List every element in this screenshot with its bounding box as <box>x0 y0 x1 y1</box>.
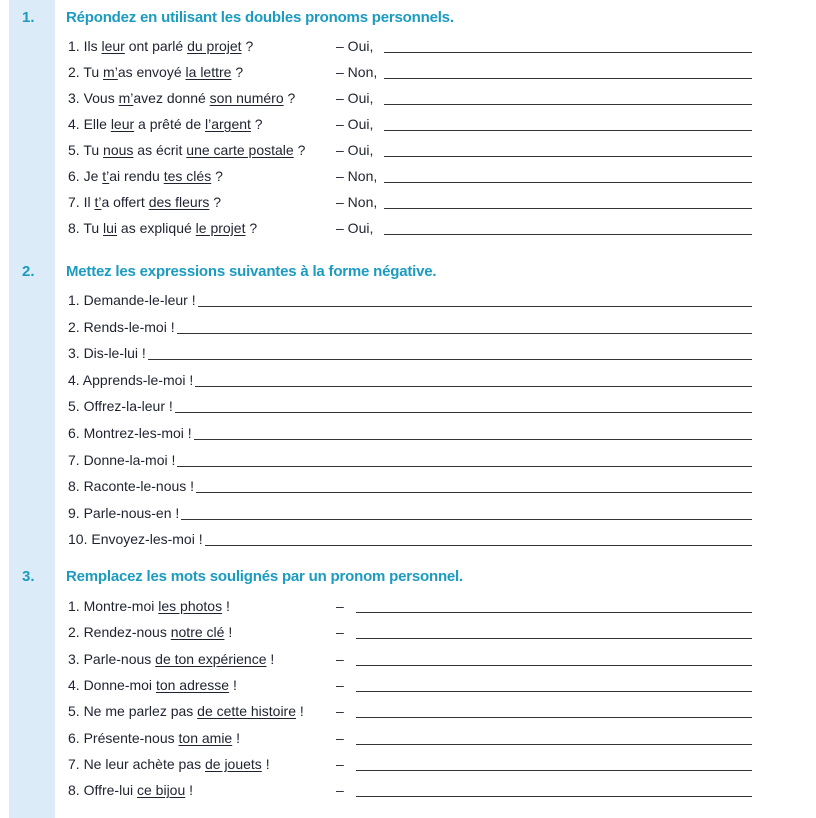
response-prefix: – Oui, <box>336 142 374 158</box>
prompt-text: 5. Ne me parlez pas <box>68 703 198 720</box>
item-prompt <box>68 728 240 748</box>
response-prefix: – <box>336 676 344 693</box>
answer-line[interactable] <box>175 412 752 413</box>
underlined-word: leur <box>101 38 125 54</box>
answer-line[interactable] <box>384 52 752 53</box>
exercise-item <box>68 114 768 134</box>
prompt-text: ? <box>231 64 244 80</box>
exercise-item <box>68 343 768 363</box>
underlined-word: lui <box>103 220 118 236</box>
prompt-text: 4. Apprends-le-moi ! <box>68 371 194 388</box>
item-prompt <box>68 396 173 416</box>
underlined-word: l’argent <box>205 116 251 132</box>
underlined-word: t’ <box>102 168 110 184</box>
prompt-text: ? <box>211 168 223 184</box>
prompt-text: as expliqué <box>117 220 196 236</box>
prompt-text: 4. Elle <box>68 116 111 132</box>
prompt-text: 8. Offre-lui <box>68 782 137 799</box>
answer-line[interactable] <box>356 638 752 639</box>
answer-line[interactable] <box>384 182 752 183</box>
answer-line[interactable] <box>148 359 752 360</box>
exercise-item <box>68 140 768 160</box>
side-band <box>9 0 55 818</box>
response-prefix: – Oui, <box>336 38 374 54</box>
item-prompt <box>68 649 274 669</box>
prompt-text: 7. Ne leur achète pas <box>68 755 205 772</box>
prompt-text: 1. Demande-le-leur ! <box>68 292 196 308</box>
prompt-text: 5. Offrez-la-leur ! <box>68 398 173 415</box>
exercise-item <box>68 317 768 337</box>
exercise-item <box>68 780 768 800</box>
prompt-text: 1. Ils <box>68 38 102 54</box>
prompt-text: 4. Donne-moi <box>68 676 156 693</box>
item-prompt <box>68 754 270 774</box>
prompt-text: avez donné <box>133 90 210 106</box>
prompt-text: ! <box>266 650 275 667</box>
underlined-word: de ton expérience <box>155 650 267 667</box>
item-prompt <box>68 114 263 134</box>
prompt-text: as envoyé <box>117 64 186 80</box>
answer-line[interactable] <box>177 466 752 467</box>
response-prefix: – <box>336 729 344 746</box>
exercise-item <box>68 36 768 56</box>
underlined-word: tes clés <box>163 168 212 184</box>
answer-line[interactable] <box>356 796 752 797</box>
underlined-word: de cette histoire <box>197 703 297 720</box>
item-prompt <box>68 36 253 56</box>
item-prompt <box>68 218 257 238</box>
underlined-word: une carte postale <box>186 142 294 158</box>
item-prompt <box>68 370 193 390</box>
exercise-item <box>68 675 768 695</box>
prompt-text: ! <box>296 703 304 720</box>
answer-line[interactable] <box>356 665 752 666</box>
exercise-item <box>68 622 768 642</box>
underlined-word: la lettre <box>185 64 232 80</box>
answer-line[interactable] <box>356 691 752 692</box>
exercise-number: 1. <box>22 9 35 26</box>
answer-line[interactable] <box>194 439 752 440</box>
response-prefix: – Oui, <box>336 90 374 106</box>
exercise-number: 2. <box>22 263 35 280</box>
underlined-word: du projet <box>187 38 242 54</box>
underlined-word: nous <box>103 142 134 158</box>
exercise-item <box>68 754 768 774</box>
item-prompt <box>68 450 175 470</box>
prompt-text: ai rendu <box>109 168 164 184</box>
prompt-text: 6. Montrez-les-moi ! <box>68 425 192 441</box>
item-prompt <box>68 476 194 496</box>
underlined-word: son numéro <box>209 90 284 106</box>
prompt-text: ! <box>185 782 194 799</box>
prompt-text: ! <box>229 676 237 693</box>
item-prompt <box>68 596 230 616</box>
underlined-word: m’ <box>103 64 118 80</box>
prompt-text: a offert <box>101 194 149 210</box>
exercise-item <box>68 192 768 212</box>
underlined-word: notre clé <box>170 624 225 641</box>
item-prompt <box>68 622 232 642</box>
response-prefix: – Non, <box>336 168 378 184</box>
exercise-item <box>68 503 768 523</box>
answer-line[interactable] <box>356 770 752 771</box>
prompt-text: as écrit <box>133 142 187 158</box>
prompt-text: 10. Envoyez-les-moi ! <box>68 531 203 548</box>
answer-line[interactable] <box>384 78 752 79</box>
exercise-item <box>68 596 768 616</box>
answer-line[interactable] <box>198 306 752 307</box>
answer-line[interactable] <box>384 156 752 157</box>
response-prefix: – <box>336 598 344 614</box>
prompt-text: 9. Parle-nous-en ! <box>68 504 180 521</box>
response-prefix: – <box>336 703 344 720</box>
prompt-text: a prêté de <box>134 116 205 132</box>
prompt-text: 2. Tu <box>68 64 104 80</box>
prompt-text: 2. Rendez-nous <box>68 624 171 641</box>
underlined-word: ton adresse <box>155 676 230 693</box>
underlined-word: les photos <box>158 598 223 614</box>
prompt-text: 7. Donne-la-moi ! <box>68 451 176 468</box>
exercise-item <box>68 166 768 186</box>
underlined-word: de jouets <box>204 755 262 772</box>
prompt-text: ! <box>261 755 270 772</box>
exercise-title: Remplacez les mots soulignés par un pronom personnel. <box>66 568 463 585</box>
prompt-text: 3. Parle-nous <box>68 650 156 667</box>
item-prompt <box>68 290 196 310</box>
answer-line[interactable] <box>356 612 752 613</box>
response-prefix: – Oui, <box>336 116 374 132</box>
prompt-text: ? <box>245 220 258 236</box>
answer-line[interactable] <box>356 744 752 745</box>
item-prompt <box>68 140 305 160</box>
underlined-word: ce bijou <box>137 782 186 799</box>
exercise-item <box>68 88 768 108</box>
underlined-word: le projet <box>195 220 246 236</box>
prompt-text: ? <box>283 90 296 106</box>
item-prompt <box>68 343 146 363</box>
item-prompt <box>68 62 243 82</box>
prompt-text: 5. Tu <box>68 142 104 158</box>
answer-line[interactable] <box>205 545 752 546</box>
underlined-word: leur <box>110 116 135 132</box>
underlined-word: des fleurs <box>148 194 210 210</box>
item-prompt <box>68 166 223 186</box>
prompt-text: 6. Présente-nous <box>68 729 179 746</box>
exercise-item <box>68 290 768 310</box>
response-prefix: – Non, <box>336 64 378 80</box>
prompt-text: ! <box>232 729 240 746</box>
exercise-item <box>68 450 768 470</box>
exercise-item <box>68 62 768 82</box>
prompt-text: 6. Je <box>68 168 103 184</box>
exercise-number: 3. <box>22 568 35 585</box>
exercise-title: Répondez en utilisant les doubles pronoms personnels. <box>66 9 454 26</box>
item-prompt <box>68 529 203 549</box>
response-prefix: – <box>336 624 344 641</box>
answer-line[interactable] <box>195 386 752 387</box>
underlined-word: m’ <box>118 90 134 106</box>
prompt-text: ! <box>222 598 230 614</box>
answer-line[interactable] <box>177 333 752 334</box>
prompt-text: ? <box>209 194 222 210</box>
prompt-text: 3. Dis-le-lui ! <box>68 345 146 362</box>
item-prompt <box>68 423 192 443</box>
item-prompt <box>68 701 304 721</box>
prompt-text: ! <box>224 624 233 641</box>
answer-line[interactable] <box>384 130 752 131</box>
item-prompt <box>68 780 193 800</box>
prompt-text: 2. Rends-le-moi ! <box>68 318 175 335</box>
response-prefix: – <box>336 755 344 772</box>
prompt-text: ont parlé <box>124 38 188 54</box>
prompt-text: ? <box>241 38 254 54</box>
prompt-text: ? <box>293 142 306 158</box>
item-prompt <box>68 317 175 337</box>
exercise-item <box>68 728 768 748</box>
prompt-text: 7. Il <box>68 194 95 210</box>
answer-line[interactable] <box>356 717 752 718</box>
underlined-word: t’ <box>94 194 102 210</box>
prompt-text: 3. Vous <box>68 90 119 106</box>
answer-line[interactable] <box>384 104 752 105</box>
answer-line[interactable] <box>384 208 752 209</box>
answer-line[interactable] <box>181 519 752 520</box>
underlined-word: ton amie <box>178 729 233 746</box>
exercise-item <box>68 218 768 238</box>
item-prompt <box>68 88 295 108</box>
prompt-text: 8. Raconte-le-nous ! <box>68 478 195 495</box>
exercise-item <box>68 649 768 669</box>
item-prompt <box>68 675 237 695</box>
exercise-item <box>68 701 768 721</box>
response-prefix: – Oui, <box>336 220 374 236</box>
prompt-text: ? <box>250 116 263 132</box>
prompt-text: 8. Tu <box>68 220 104 236</box>
exercise-item <box>68 476 768 496</box>
answer-line[interactable] <box>384 234 752 235</box>
prompt-text: 1. Montre-moi <box>68 598 159 614</box>
exercise-item <box>68 396 768 416</box>
response-prefix: – <box>336 782 344 799</box>
response-prefix: – <box>336 650 344 667</box>
response-prefix: – Non, <box>336 194 378 210</box>
item-prompt <box>68 503 179 523</box>
item-prompt <box>68 192 221 212</box>
exercise-title: Mettez les expressions suivantes à la forme négative. <box>66 263 437 280</box>
exercise-item <box>68 423 768 443</box>
exercise-item <box>68 529 768 549</box>
exercise-item <box>68 370 768 390</box>
answer-line[interactable] <box>196 492 752 493</box>
